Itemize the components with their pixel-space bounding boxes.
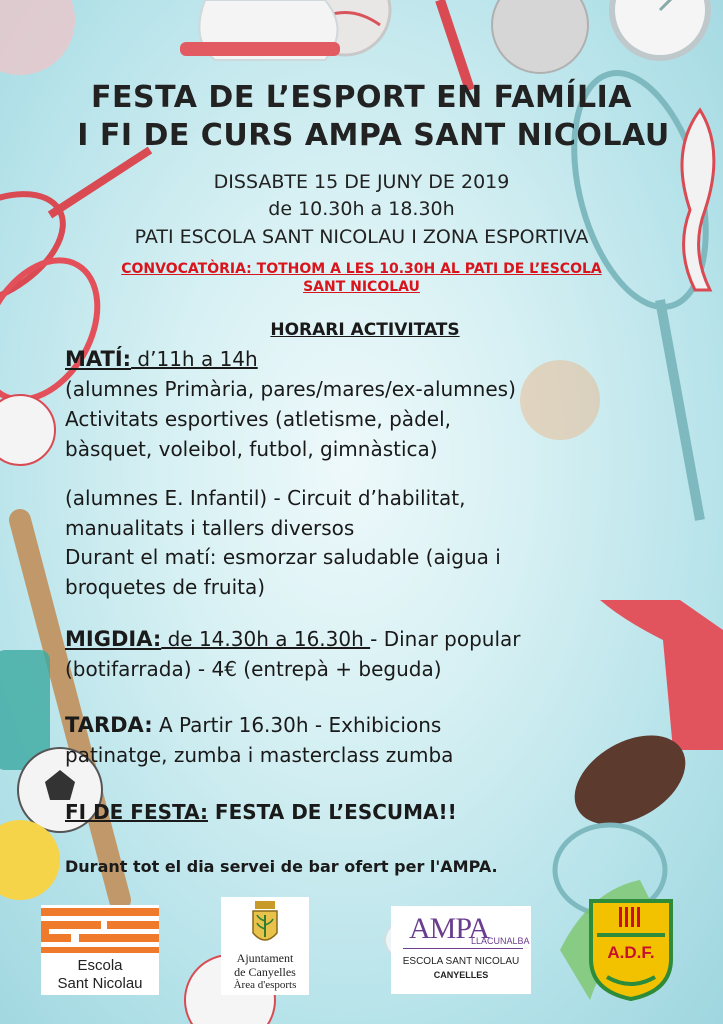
ampa-side-text: LLACUNALBA (471, 936, 530, 946)
migdia-label: MIGDIA: (65, 627, 162, 651)
fi-de-festa (65, 800, 457, 824)
mati-line-3: bàsquet, voleibol, futbol, gimnàstica) (65, 437, 438, 461)
mati-line-2: Activitats esportives (atletisme, pàdel, (65, 407, 451, 431)
infantil-line-1: (alumnes E. Infantil) - Circuit d’habilitat, (65, 486, 466, 510)
escola-logo-mark (41, 905, 159, 955)
ajuntament-line1: Ajuntament (236, 951, 294, 965)
ajuntament-canyelles-logo (221, 897, 309, 995)
fi-de-festa-label: FI DE FESTA: (65, 800, 208, 824)
bar-note: Durant tot el dia servei de bar ofert per l'AMPA. (65, 857, 498, 876)
migdia-header (65, 627, 521, 651)
poster-title-line1: FESTA DE L’ESPORT EN FAMÍLIA (91, 80, 632, 115)
ampa-llacunalba-logo (391, 906, 531, 994)
ampa-line1: ESCOLA SANT NICOLAU (402, 956, 520, 967)
event-date: DISSABTE 15 DE JUNY DE 2019 (213, 171, 510, 193)
infantil-line-4: broquetes de fruita) (65, 575, 266, 599)
convocatoria-line1: CONVOCATÒRIA: TOTHOM A LES 10.30H AL PATI DE L’ESCOLA (121, 261, 602, 277)
mati-line-1: (alumnes Primària, pares/mares/ex-alumnes) (65, 377, 516, 401)
migdia-line-2: (botifarrada) - 4€ (entrepà + beguda) (65, 657, 442, 681)
escola-logo-line2: Sant Nicolau (57, 975, 143, 992)
poster-title-line2: I FI DE CURS AMPA SANT NICOLAU (77, 118, 670, 153)
convocatoria-line2: SANT NICOLAU (303, 279, 420, 295)
tarda-text: A Partir 16.30h - Exhibicions (152, 713, 442, 737)
fi-de-festa-text: FESTA DE L’ESCUMA!! (207, 800, 457, 824)
adf-text: A.D.F. (607, 943, 655, 962)
escola-sant-nicolau-logo (41, 905, 159, 995)
event-time: de 10.30h a 18.30h (268, 198, 455, 220)
tarda-label: TARDA: (65, 713, 153, 737)
coat-of-arms-icon (221, 899, 309, 951)
event-place: PATI ESCOLA SANT NICOLAU I ZONA ESPORTIVA (134, 226, 589, 248)
tarda-line-2: patinatge, zumba i masterclass zumba (65, 743, 454, 767)
mati-label: MATÍ: (65, 347, 132, 371)
adf-shield-logo (589, 899, 673, 1001)
mati-header (65, 347, 258, 371)
tarda-header (65, 713, 441, 737)
schedule-heading: HORARI ACTIVITATS (270, 320, 460, 340)
migdia-text: - Dinar popular (370, 627, 521, 651)
infantil-line-2: manualitats i tallers diversos (65, 516, 355, 540)
ampa-line2: CANYELLES (433, 970, 489, 980)
escola-logo-line1: Escola (77, 957, 123, 974)
ampa-divider (403, 948, 523, 949)
mati-time: d’11h a 14h (131, 347, 258, 371)
ampa-mark: AMPA (409, 912, 489, 945)
migdia-time: de 14.30h a 16.30h (161, 627, 371, 651)
infantil-line-3: Durant el matí: esmorzar saludable (aigua i (65, 545, 501, 569)
ajuntament-line2: de Canyelles (234, 965, 296, 979)
ajuntament-line3: Àrea d'esports (233, 979, 297, 991)
